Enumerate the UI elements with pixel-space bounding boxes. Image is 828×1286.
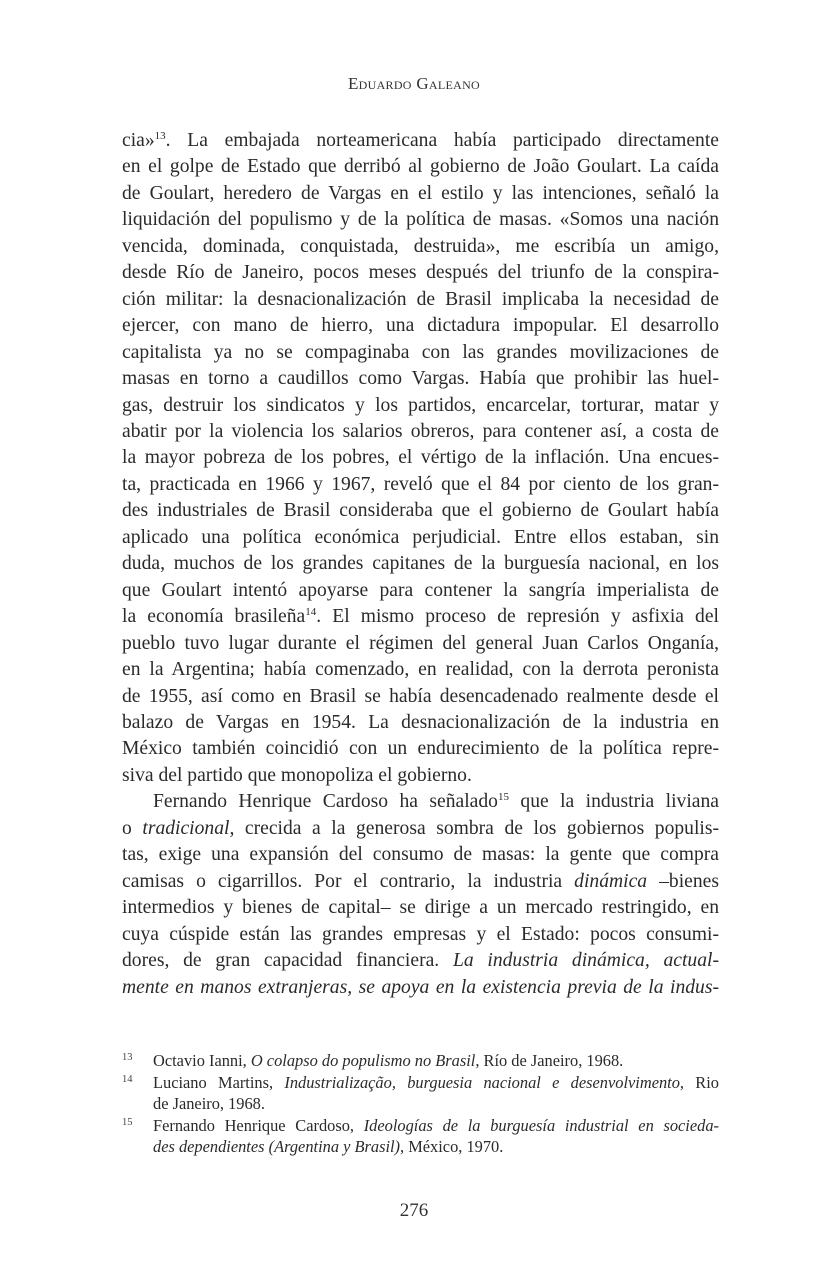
footnotes [122, 1050, 719, 1158]
text-line: pueblo tuvo lugar durante el régimen del general Juan Carlos Onganía, [122, 632, 719, 654]
text-line: o tradicional, crecida a la generosa sombra de los gobiernos populis- [122, 817, 719, 839]
footnote-number: 14 [122, 1073, 133, 1085]
footnote-ref-13[interactable]: 13 [154, 130, 166, 142]
text-line: balazo de Vargas en 1954. La desnacionalización de la industria en [122, 711, 719, 733]
text-line: de Goulart, heredero de Vargas en el estilo y las intenciones, señaló la [122, 182, 719, 204]
text-line: aplicado una política económica perjudicial. Entre ellos estaban, sin [122, 526, 719, 548]
text-line: ta, practicada en 1966 y 1967, reveló que el 84 por ciento de los gran- [122, 473, 719, 495]
text-line: liquidación del populismo y de la política de masas. «Somos una nación [122, 209, 719, 231]
paragraph-2 [122, 789, 719, 1001]
paragraph-1 [122, 128, 719, 789]
page-number: 276 [399, 1200, 429, 1221]
text-line: gas, destruir los sindicatos y los partidos, encarcelar, torturar, matar y [122, 394, 719, 416]
text-line: la mayor pobreza de los pobres, el vértigo de la inflación. Una encues- [122, 447, 719, 469]
text-line: dores, de gran capacidad financiera. La industria dinámica, actual- [122, 950, 719, 972]
text-line: mente en manos extranjeras, se apoya en la existencia previa de la indus- [122, 976, 719, 998]
footnote-14: 14 Luciano Martins, Industrialização, burguesia nacional e desenvolvimento, Rio de Janeiro, 1968. [122, 1072, 719, 1115]
text-line: tas, exige una expansión del consumo de masas: la gente que compra [122, 844, 719, 866]
footnote-13: 13 Octavio Ianni, O colapso do populismo no Brasil, Río de Janeiro, 1968. [122, 1050, 719, 1072]
text-line: cia»$^{13}$. La embajada norteamericana había participado directamente [122, 130, 719, 151]
footnote-number: 15 [122, 1116, 133, 1128]
text-line: Fernando Henrique Cardoso ha señalado$^{15}$ que la industria liviana [153, 791, 719, 813]
text-line: des industriales de Brasil consideraba que el gobierno de Goulart había [122, 500, 719, 522]
text-line: en la Argentina; había comenzado, en realidad, con la derrota peronista [122, 659, 719, 681]
text-line: intermedios y bienes de capital– se dirige a un mercado restringido, en [122, 897, 719, 919]
text-line: vencida, dominada, conquistada, destruida», me escribía un amigo, [122, 235, 719, 257]
text-line: México también coincidió con un endurecimiento de la política repre- [122, 738, 719, 760]
text-line: desde Río de Janeiro, pocos meses después del triunfo de la conspira- [122, 262, 719, 284]
running-head: Eduardo Galeano [347, 74, 481, 93]
text-line: de 1955, así como en Brasil se había desencadenado realmente desde el [122, 685, 719, 707]
text-line: abatir por la violencia los salarios obreros, para contener así, a costa de [122, 420, 719, 442]
text-line: masas en torno a caudillos como Vargas. Había que prohibir las huel- [122, 368, 719, 390]
text-line: capitalista ya no se compaginaba con las grandes movilizaciones de [122, 341, 719, 363]
footnote-ref-14[interactable]: 14 [305, 606, 317, 619]
text-line: siva del partido que monopoliza el gobierno. [122, 764, 472, 786]
footnote-number: 13 [122, 1052, 133, 1063]
text-line: en el golpe de Estado que derribó al gobierno de João Goulart. La caída [122, 156, 719, 178]
footnote-ref-15[interactable]: 15 [497, 791, 509, 804]
text-line: que Goulart intentó apoyarse para contener la sangría imperialista de [122, 579, 719, 601]
text-line: ejercer, con mano de hierro, una dictadura impopular. El desarrollo [122, 315, 719, 337]
footnote-15: 15 Fernando Henrique Cardoso, Ideologías de la burguesía industrial en socieda- des dependientes (Argentina y Brasil), México, 1970. [122, 1115, 719, 1158]
body-text [122, 128, 719, 1001]
text-line: cuya cúspide están las grandes empresas y el Estado: pocos consumi- [122, 923, 719, 945]
text-line: ción militar: la desnacionalización de Brasil implicaba la necesidad de [122, 288, 719, 310]
text-line: la economía brasileña$^{14}$. El mismo proceso de represión y asfixia del [122, 606, 719, 628]
text-line: camisas o cigarrillos. Por el contrario, la industria dinámica –bienes [122, 870, 719, 892]
text-line: duda, muchos de los grandes capitanes de la burguesía nacional, en los [122, 553, 719, 575]
